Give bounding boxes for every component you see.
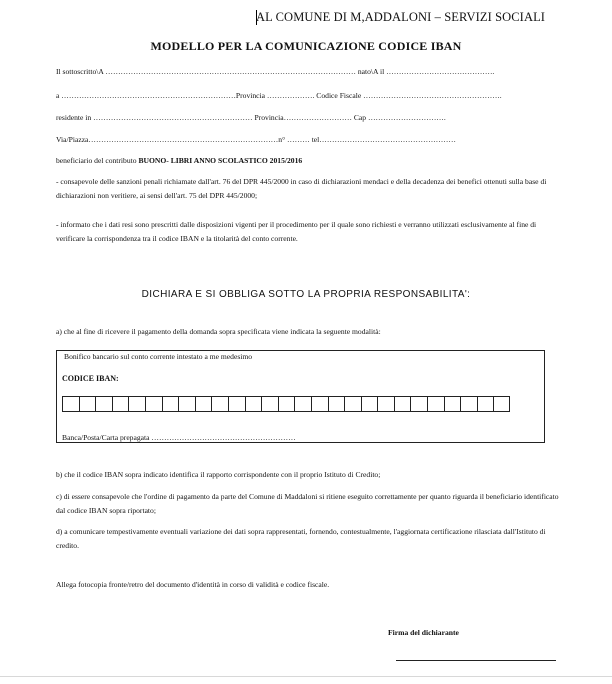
iban-cell[interactable]	[145, 396, 162, 412]
point-b: b) che il codice IBAN sopra indicato identifica il rapporto corrispondente con il proprio Istituto di Credito;	[56, 470, 381, 479]
iban-cell[interactable]	[477, 396, 494, 412]
iban-cell[interactable]	[294, 396, 311, 412]
page-edge	[0, 676, 612, 677]
iban-cell-row	[62, 396, 510, 412]
iban-cell[interactable]	[377, 396, 394, 412]
iban-cell[interactable]	[245, 396, 262, 412]
iban-cell[interactable]	[410, 396, 427, 412]
beneficiary-line	[56, 156, 302, 165]
iban-cell[interactable]	[211, 396, 228, 412]
iban-cell[interactable]	[261, 396, 278, 412]
iban-cell[interactable]	[195, 396, 212, 412]
iban-cell[interactable]	[95, 396, 112, 412]
beneficiary-prefix: beneficiario del contributo	[56, 156, 139, 165]
iban-cell[interactable]	[162, 396, 179, 412]
signature-label: Firma del dichiarante	[388, 628, 459, 637]
iban-cell[interactable]	[112, 396, 129, 412]
iban-label: CODICE IBAN:	[62, 374, 119, 383]
field-line-birthplace-cf: a ……………………………………………………………Provincia ………………. Codice Fiscale ……………………………………………….	[56, 91, 502, 100]
beneficiary-program: BUONO- LIBRI ANNO SCOLASTICO 2015/2016	[138, 156, 303, 165]
iban-cell[interactable]	[493, 396, 510, 412]
bonifico-label: Bonifico bancario sul conto corrente intestato a me medesimo	[64, 352, 253, 361]
point-d: d) a comunicare tempestivamente eventuali variazione dei dati sopra rappresentati, fornendo, contestualmente, l'aggiornata certificazione rilasciata dall'Istituto di credito.	[56, 527, 546, 550]
iban-cell[interactable]	[344, 396, 361, 412]
awareness-paragraph: - consapevole delle sanzioni penali richiamate dall'art. 76 del DPR 445/2000 in caso di dichiarazioni mendaci e della decadenza dei benefici ottenuti sulla base di dichiarazioni non veritiere, ai sensi dell'art. 75 del DPR 445/2000;	[56, 177, 547, 200]
iban-cell[interactable]	[460, 396, 477, 412]
document-title: MODELLO PER LA COMUNICAZIONE CODICE IBAN	[150, 39, 462, 53]
point-c: c) di essere consapevole che l'ordine di pagamento da parte del Comune di Maddaloni si ritiene eseguito correttamente per quanto riguarda il beneficiario identificato dal codice IBAN sopra riportato;	[56, 492, 559, 515]
bank-line: Banca/Posta/Carta prepagata …………………………………………………	[62, 433, 296, 442]
iban-cell[interactable]	[228, 396, 245, 412]
point-a: a) che al fine di ricevere il pagamento della domanda sopra specificata viene indicata la seguente modalità:	[56, 327, 381, 336]
iban-cell[interactable]	[128, 396, 145, 412]
privacy-paragraph: - informato che i dati resi sono prescritti dalle disposizioni vigenti per il procedimento per il quale sono richiesti e verranno utilizzati esclusivamente al fine di verificare la corrispondenza tra il codice IBAN e la titolarità del conto corrente.	[56, 220, 537, 243]
declaration-heading: DICHIARA E SI OBBLIGA SOTTO LA PROPRIA RESPONSABILITA':	[141, 289, 471, 300]
iban-cell[interactable]	[328, 396, 345, 412]
iban-cell[interactable]	[62, 396, 79, 412]
addressee-header: AL COMUNE DI M,ADDALONI – SERVIZI SOCIALI	[256, 10, 546, 24]
iban-cell[interactable]	[311, 396, 328, 412]
field-line-name-birth: Il sottoscritto\A ……………………………………………………………………………………… nato\A il …………………………………….	[56, 67, 495, 76]
iban-cell[interactable]	[394, 396, 411, 412]
iban-cell[interactable]	[444, 396, 461, 412]
field-line-residence: residente in ……………………………………………………… Provincia……………………… Cap ………………………….	[56, 113, 446, 122]
field-line-address-phone: Via/Piazza…………………………………………………………………n° ……… tel………………………………………………	[56, 135, 456, 144]
iban-cell[interactable]	[79, 396, 96, 412]
signature-line	[396, 660, 556, 661]
iban-cell[interactable]	[427, 396, 444, 412]
iban-cell[interactable]	[278, 396, 295, 412]
iban-cell[interactable]	[361, 396, 378, 412]
iban-cell[interactable]	[178, 396, 195, 412]
attachment-note: Allega fotocopia fronte/retro del documento d'identità in corso di validità e codice fiscale.	[56, 580, 330, 589]
